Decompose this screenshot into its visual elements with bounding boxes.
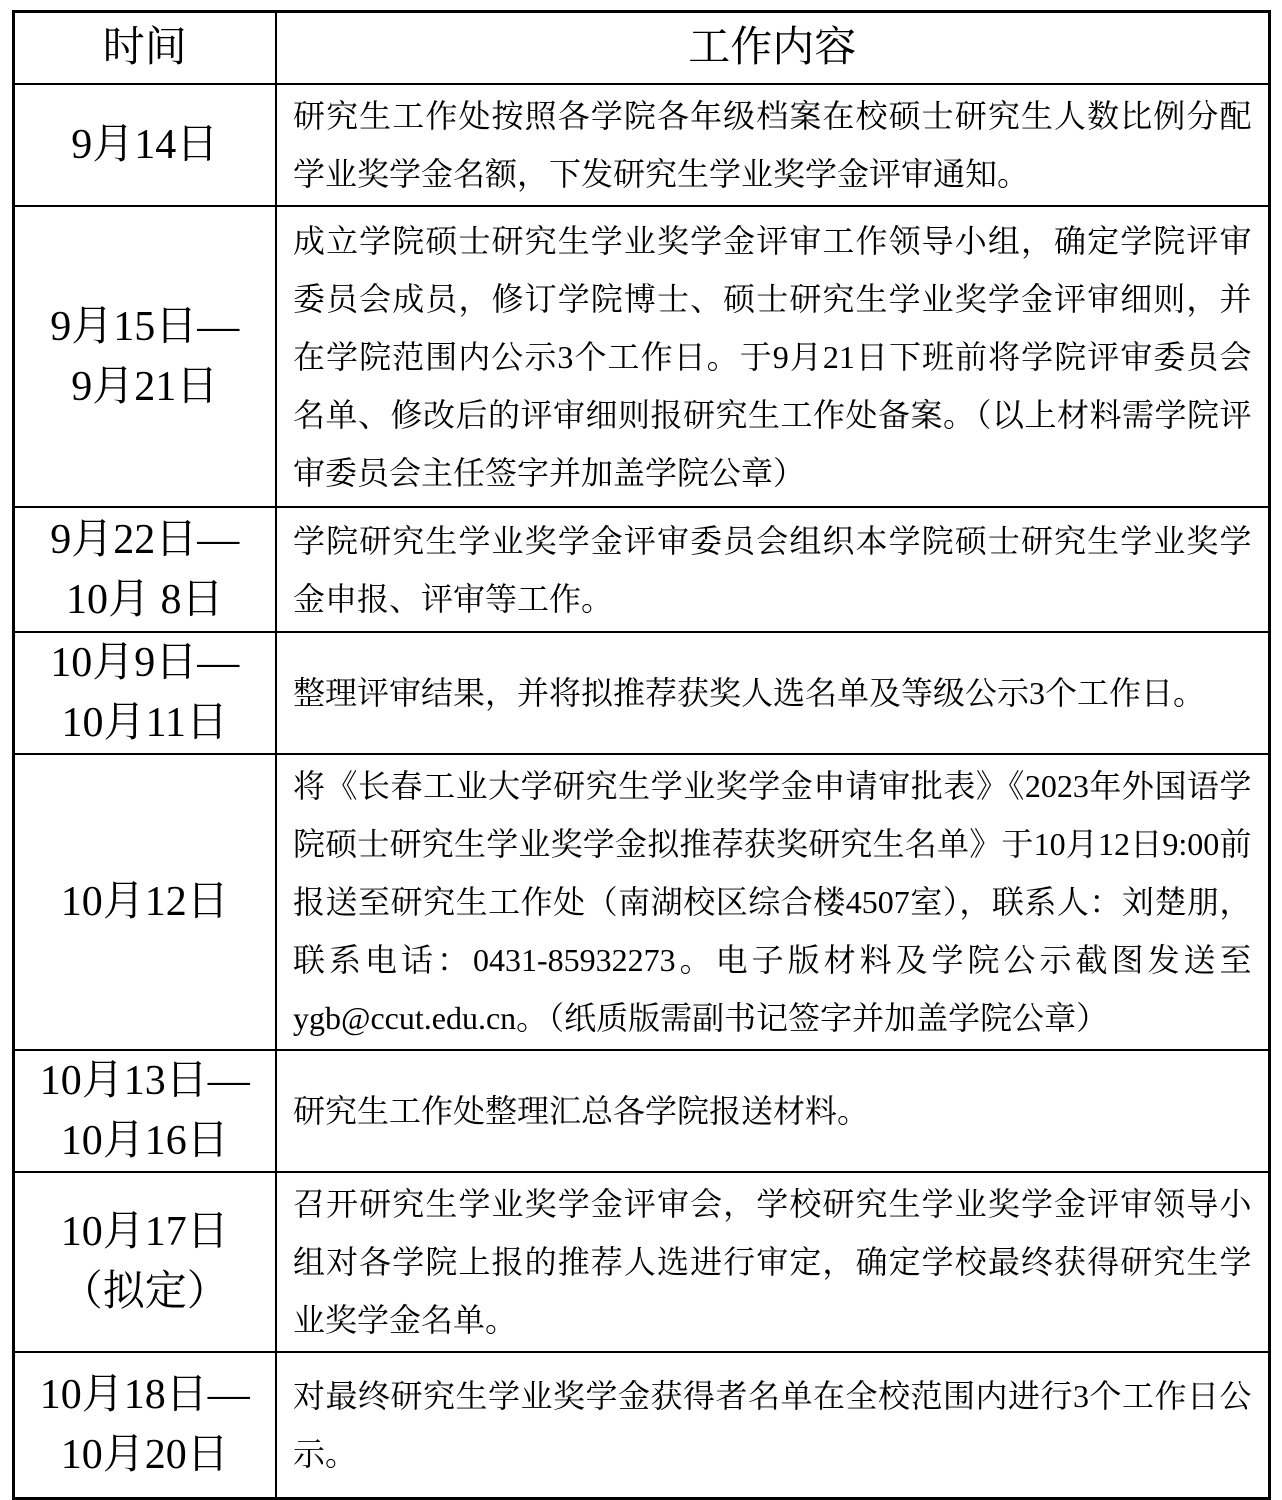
header-row	[13, 12, 1269, 85]
time-line: 10月17日	[60, 1209, 229, 1255]
time-cell	[13, 1050, 276, 1172]
content-cell: 将《长春工业大学研究生学业奖学金申请审批表》《2023年外国语学院硕士研究生学业奖学金拟推荐获奖研究生名单》于10月12日9:00前报送至研究生工作处（南湖校区综合楼4507室），联系人：刘楚朋，联系电话：0431-85932273。电子版材料及学院公示截图发送至ygb@ccut.edu.cn。（纸质版需副书记签字并加盖学院公章）	[276, 754, 1269, 1050]
table-row	[13, 1352, 1269, 1498]
table-row	[13, 1050, 1269, 1172]
time-cell	[13, 84, 276, 206]
time-line: 10月11日	[61, 700, 228, 746]
time-cell	[13, 206, 276, 507]
content-cell: 研究生工作处整理汇总各学院报送材料。	[276, 1050, 1269, 1172]
table-row	[13, 754, 1269, 1050]
time-line: 10月13日—	[39, 1058, 250, 1104]
time-line: 10月18日—	[39, 1371, 250, 1418]
time-line: 10月9日—	[50, 640, 240, 686]
time-line: 10月12日	[60, 879, 229, 925]
table-row	[13, 507, 1269, 632]
time-line: 9月15日—	[50, 303, 240, 350]
time-line: （拟定）	[60, 1269, 229, 1315]
content-cell: 研究生工作处按照各学院各年级档案在校硕士研究生人数比例分配学业奖学金名额，下发研究生学业奖学金评审通知。	[276, 84, 1269, 206]
table-row	[13, 84, 1269, 206]
content-cell: 召开研究生学业奖学金评审会，学校研究生学业奖学金评审领导小组对各学院上报的推荐人选进行审定，确定学校最终获得研究生学业奖学金名单。	[276, 1172, 1269, 1352]
time-line: 10月 8日	[65, 576, 224, 623]
time-line: 9月14日	[71, 122, 219, 168]
content-cell: 学院研究生学业奖学金评审委员会组织本学院硕士研究生学业奖学金申报、评审等工作。	[276, 507, 1269, 632]
time-cell	[13, 1352, 276, 1498]
table-row	[13, 1172, 1269, 1352]
time-cell	[13, 507, 276, 632]
time-line: 9月22日—	[50, 516, 240, 563]
time-cell	[13, 632, 276, 754]
time-line: 9月21日	[71, 363, 219, 410]
content-cell: 整理评审结果，并将拟推荐获奖人选名单及等级公示3个工作日。	[276, 632, 1269, 754]
time-column-header: 时间	[13, 12, 276, 85]
time-line: 10月20日	[60, 1431, 229, 1478]
content-cell: 成立学院硕士研究生学业奖学金评审工作领导小组，确定学院评审委员会成员，修订学院博士、硕士研究生学业奖学金评审细则，并在学院范围内公示3个工作日。于9月21日下班前将学院评审委员会名单、修改后的评审细则报研究生工作处备案。（以上材料需学院评审委员会主任签字并加盖学院公章）	[276, 206, 1269, 507]
time-cell	[13, 1172, 276, 1352]
schedule-table	[12, 10, 1271, 1500]
content-column-header: 工作内容	[276, 12, 1269, 85]
table-row	[13, 632, 1269, 754]
time-cell	[13, 754, 276, 1050]
time-line: 10月16日	[60, 1118, 229, 1164]
table-row	[13, 206, 1269, 507]
content-cell: 对最终研究生学业奖学金获得者名单在全校范围内进行3个工作日公示。	[276, 1352, 1269, 1498]
